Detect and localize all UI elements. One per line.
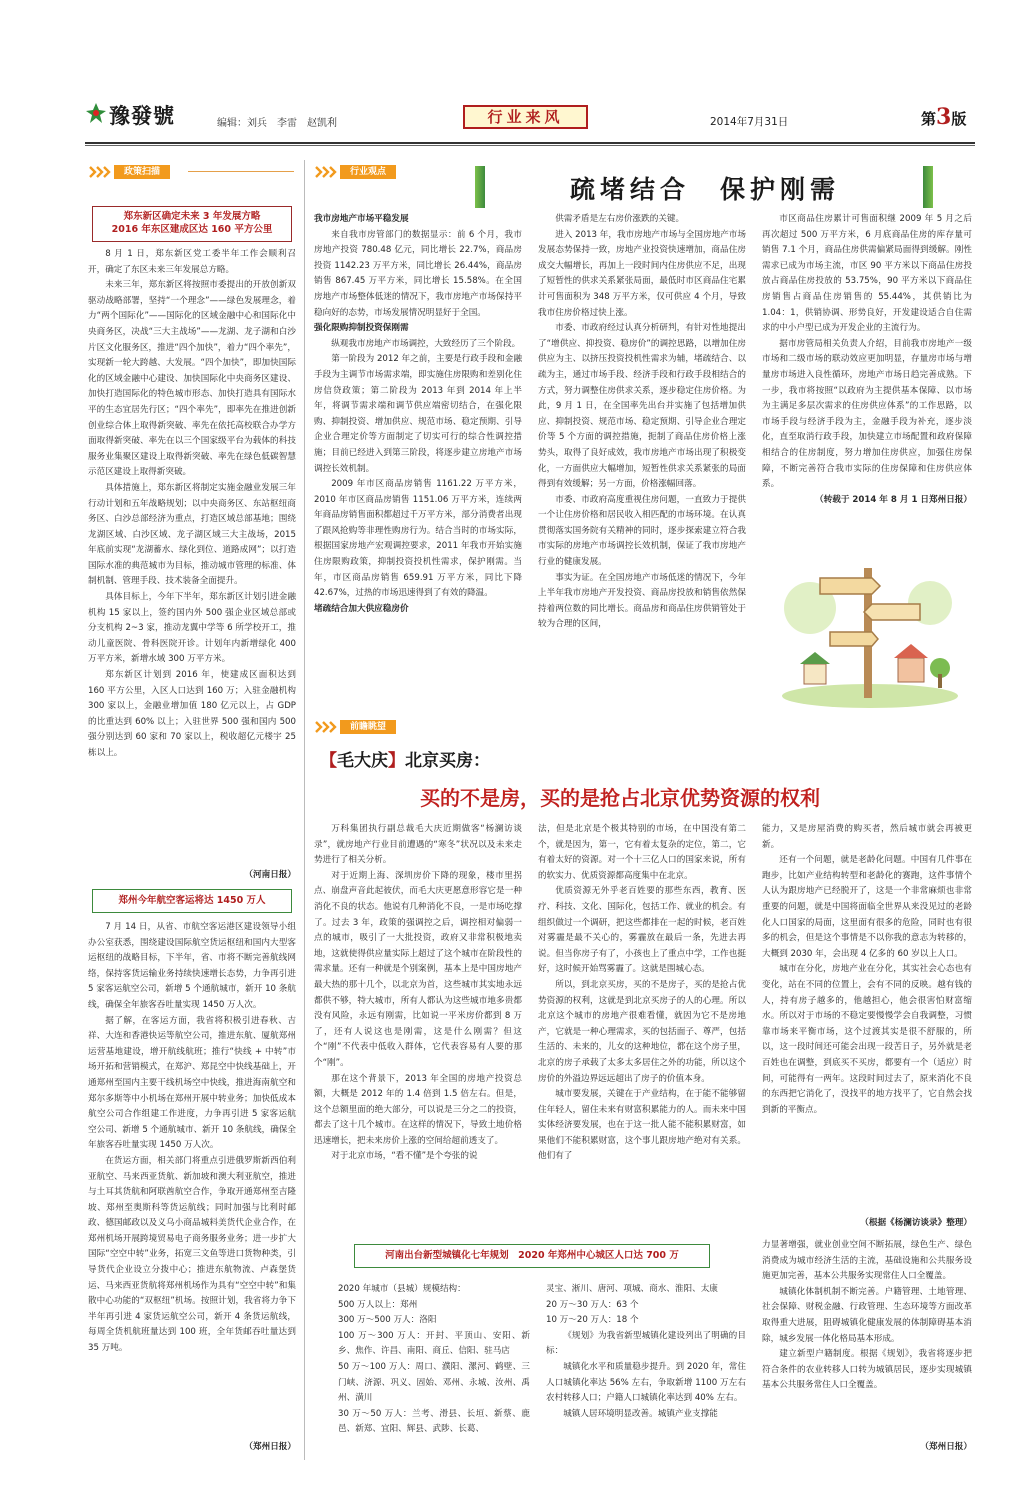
source-text: （河南日报） [244, 870, 296, 880]
paragraph: 30 万～50 万人：兰考、滑县、长垣、新蔡、鹿邑、新郑、宜阳、辉县、武陟、长葛、 [338, 1408, 530, 1435]
paragraph: 城镇化水平和质量稳步提升。到 2020 年，常住人口城镇化率达 56% 左右，争取新增 1100 万左右农村转移人口；户籍人口城镇化率达到 40% 左右。 [546, 1361, 746, 1404]
paragraph: 具体目标上，今年下半年，郑东新区计划引进金融机构 15 家以上，签约国内外 500 强企业区域总部或分支机构 2~3 家，推动龙翼中学等 6 所学校开工，推动儿童医院、骨科医院开诊。计划年内新增绿化 400 万平方米，新增水域 300 万平方米。 [88, 592, 296, 665]
headline-housing: 疏堵结合 保护刚需 [569, 175, 840, 204]
section-label: 政策扫描 [114, 165, 170, 179]
article-housing-col2 [538, 212, 746, 704]
column-divider [304, 160, 305, 1460]
paragraph: 能力，又是房屋消费的购买者，然后城市就会再被更新。 [762, 824, 972, 850]
source-urban [762, 1440, 972, 1456]
bracket-right: 】 [388, 751, 405, 771]
paragraph: 对于北京市场，“看不懂”是个夸张的说 [331, 1151, 478, 1162]
page-number-label [921, 104, 966, 130]
article-urban-col1 [338, 1282, 530, 1452]
paragraph: 2009 年市区商品房销售 1161.22 万平方米，2010 年市区商品房销售 1151.06 万平方米，连续两年商品房销售面积都超过千万平方米，部分消费者出现了跟风抢购等非理性购房行为。结合当时的市场实际，根据国家房地产宏观调控要求，2011 年我市开始实施住房限购政策，抑制投资投机性需求，保护刚需。当年，市区商品房销售 659.91 万平方米，同比下降 42.67%，过热的市场迅速得到了有效的降温。 [314, 479, 522, 599]
paragraph: 对于近期上海、深圳房价下降的现象，楼市里拐点、崩盘声音此起彼伏，而毛大庆更愿意形容它是一种消化不良的状态。他说有几种消化不良，一是市场吃撑了。过去 3 年，政策的强调控之后，调控相对偏弱一点的城市，吸引了一大批投资，政府又非常积极地卖地，这就使得供应量实际上超过了这个城市在阶段性的需求量。还有一种就是个别案例，基本上是中国房地产最大热的那十几个，以北京为首，这些城市其实地永远都供不够，特大城市，所有人都认为这些城市地多贵都没有风险，永远有刚需，比如说一平米房价都到 8 万了，还有人说这也是刚需，这是什么刚需？但这个“刚”不代表中低收入群体，它代表容易有人要的那个“刚”。 [314, 870, 522, 1068]
bracket-left: 【 [320, 751, 337, 771]
paragraph: 法，但是北京是个极其特别的市场，在中国没有第二个，就是因为，第一，它有着太复杂的定位，第二，它有着太好的资源。对一个十三亿人口的国家来说，所有的软实力、优质资源都高度集中在北京。 [538, 824, 746, 881]
article-housing-col1 [314, 212, 522, 704]
headline-airport: 郑州今年航空客运将达 1450 万人 [92, 889, 292, 913]
masthead [85, 100, 975, 140]
headline-mao-line1 [320, 746, 490, 771]
chevron-arrows-icon [88, 165, 112, 179]
headline-mao-line2: 买的不是房，买的是抢占北京优势资源的权利 [420, 786, 820, 810]
column-name-box [463, 105, 588, 129]
paragraph: 那在这个背景下，2013 年全国的房地产投资总额，大概是 2012 年的 1.4 倍到 1.5 倍左右。但是，这个总额里面的绝大部分，可以说是三分之二的投资，都去了这十几个城市。在这样的情况下，导致土地价格迅速增长，把未来房价上涨的空间给超前透支了。 [314, 1073, 522, 1146]
paragraph: 灵宝、淅川、唐河、项城、商水、淮阳、太康 [546, 1284, 718, 1294]
headline-zhengdong [92, 206, 292, 242]
section-tab-industry [314, 165, 464, 179]
headline-line-1: 郑东新区确定未来 3 年发展方略 [123, 211, 261, 222]
paragraph: 城市在分化，房地产业在分化，其实社会心态也有变化，站在不同的位置上，会有不同的反映。越有钱的人，持有房子越多的，他越担心，他会很害怕财富缩水。所以对于市场的不稳定要慢慢学会自我调整，习惯靠市场来平衡市场，这个过渡其实是很不舒服的，所以，这一段时间还可能会出现一段苦日子，另外就是老百姓也在调整，到底买不买房，都要有一个（适应）时间，可能得有一两年。这段时间过去了，原来消化不良的东西把它消化了，没找平的地方找平了，它自然会找到新的平衡点。 [762, 964, 972, 1115]
section-label: 行业观点 [340, 165, 396, 179]
paragraph: 进入 2013 年，我市房地产市场与全国房地产市场发展态势保持一致，房地产业投资快速增加，商品住房成交大幅增长，再加上一段时间内住房供应不足，出现了短暂性的供求关系紧张局面，最低时市区商品住宅累计可售面积为 348 万平方米，仅可供应 4 个月，导致我市住房价格过快上涨。 [538, 229, 746, 318]
article-urban-col3 [762, 1238, 972, 1438]
paragraph: 50 万～100 万人：周口、濮阳、漯河、鹤壁、三门峡、济源、巩义、固始、邓州、永城、汝州、禹州、潢川 [338, 1361, 530, 1404]
paragraph: 第一阶段为 2012 年之前，主要是行政手段和金融手段为主调节市场需求端，即实施住房限购和差别化住房信贷政策；第二阶段为 2013 年到 2014 年上半年，将调节需求端和调节供应端密切结合，在强化限购、抑制投资、增加供应、规范市场、稳定预期、引导企业合理定价等方面制定了切实可行的综合性调控措施；目前已经进入到第三阶段，将逐步建立房地产市场调控长效机制。 [314, 354, 522, 474]
green-bar-left [475, 166, 485, 208]
paragraph: 据了解，在客运方面，我省将积极引进春秋、吉祥、大连和香港快运等航空公司，推进东航、厦航郑州运营基地建设，增开航线航班；推行“快线 + 中转”市场开拓和营销模式，在郑沪、郑昆空中快线基础上，开通郑州至国内主要干线机场空中快线，推进海南航空和郑尔多斯等中小机场在郑州开展中转业务；加快低成本航空公司合作组建工作进度，力争再引进 5 家客运航空公司、新增 5 个通航城市、新开 10 条航线，确保全年旅客吞吐量实现 1450 万人次。 [88, 1015, 296, 1151]
section-label: 前瞻眺望 [340, 720, 396, 734]
section-line [188, 171, 294, 172]
paragraph: 建立新型户籍制度。根据《规划》，我省将逐步把符合条件的农业转移人口转为城镇居民，逐步实现城镇基本公共服务常住人口全覆盖。 [762, 1349, 972, 1391]
column-name: 行业来风 [487, 108, 564, 126]
paragraph: 300 万～500 万人：洛阳 [338, 1315, 437, 1326]
masthead-rule [85, 142, 975, 144]
article-zhengdong-body [88, 247, 296, 871]
article-urban-col2 [546, 1282, 746, 1452]
chevron-arrows-icon [314, 720, 338, 734]
paragraph: 力显著增强，就业创业空间不断拓展，绿色生产、绿色消费成为城市经济生活的主流，基础设施和公共服务设施更加完善，基本公共服务实现常住人口全覆盖。 [762, 1240, 972, 1282]
paragraph: 10 万～20 万人：18 个 [546, 1315, 639, 1326]
article-mao-col1 [314, 822, 522, 1242]
signpost-illustration [780, 548, 960, 708]
source-airport [88, 1440, 296, 1456]
paragraph: 城镇人居环境明显改善。城镇产业支撑能 [563, 1408, 718, 1419]
subheading: 强化限购抑制投资保刚需 [314, 323, 409, 334]
paragraph: 纵观我市房地产市场调控，大致经历了三个阶段。 [331, 338, 521, 349]
article-housing-col3 [762, 212, 972, 532]
source-zhengdong [88, 868, 296, 884]
paragraph: 未来三年，郑东新区将按照市委提出的开放创新双驱动战略部署，坚持“一个理念”——绿色发展理念，着力“两个国际化”——国际化的区域金融中心和国际化中央商务区，决战“三大主战场”——龙湖、龙子湖和白沙片区文化服务区，推进“四个加快”，着力“四个率先”，实现新一轮大跨越、大发展。“四个加快”，即加快国际化的区域金融中心建设、加快国际化中央商务区建设、加快打造国际化的特色城市形态、加快打造具有国际水平的生态宜居先行区；“四个率先”，即率先在推进创新创业综合体上取得新突破、率先在依托高校联合办学方面取得新突破、率先在以三个国家级平台为载体的科技服务业集聚区建设上取得新突破、率先在绿色低碳智慧示范区建设上取得新突破。 [88, 280, 296, 478]
section-tab-policy [88, 165, 294, 179]
paragraph: 8 月 1 日，郑东新区党工委半年工作会顺利召开，确定了东区未来三年发展总方略。 [88, 249, 296, 275]
paragraph: 2020 年城市（县城）规模结构： [338, 1284, 466, 1294]
headline-title-a: 北京买房： [405, 751, 490, 771]
paragraph: 万科集团执行副总裁毛大庆近期做客“杨澜访谈录”，就房地产行业目前遭遇的“寒冬”状况以及未来走势进行了相关分析。 [314, 824, 522, 866]
masthead-rule-thin [85, 145, 975, 146]
chevron-arrows-icon [314, 165, 338, 179]
page-prefix: 第 [921, 110, 937, 128]
green-bar-right [923, 166, 933, 208]
paragraph: 在货运方面，相关部门将重点引进俄罗斯新西伯利亚航空、马来西亚货航、新加坡和澳大利亚航空，推进与土耳其货航和阿联酋航空合作，争取开通郑州至吉隆坡、郑州至奥斯科等货运航线；同时加强与比利时邮政、德国邮政以及义乌小商品城料美货代企业合作，在郑州机场开展跨境贸易电子商务服务业务；进一步扩大国际“空空中转”业务，拓宽三文鱼等进口货物种类，引导货代企业设立分拨中心；推进东航物流、卢森堡货运、马来西亚货航将郑州机场作为具有“空空中转”和集散中心功能的“双枢纽”机场。按照计划，我省将力争下半年再引进 4 家货运航空公司，新开 4 条货运航线，每周全货机航班量达到 100 班，全年货邮吞吐量达到 35 万吨。 [88, 1155, 296, 1354]
paragraph: 100 万～300 万人：开封、平顶山、安阳、新乡、焦作、许昌、南阳、商丘、信阳、驻马店 [338, 1330, 530, 1357]
paragraph: 500 万人以上：郑州 [338, 1299, 418, 1310]
source-text: （转载于 2014 年 8 月 1 日郑州日报） [815, 494, 972, 505]
paragraph: 7 月 14 日，从省、市航空客运港区建设领导小组办公室获悉，围绕建设国际航空货运枢纽和国内大型客运枢纽的战略目标，下半年，省、市将不断完善航线网络，保持客货运输业务持续快速增长态势，力争再引进 5 家客运航空公司，新增 5 个通航城市，新开 10 条航线，确保全年旅客吞吐量实现 1450 万人次。 [88, 922, 296, 1010]
paragraph: 据市房管局相关负责人介绍，目前我市房地产一级市场和二级市场的联动效应更加明显，存量房市场与增量房市场进入良性循环，房地产市场日趋完善成熟。下一步，我市将按照“以政府为主提供基本保障、以市场为主满足多层次需求的住房供应体系”的工作思路，以市场手段与经济手段为主，金融手段为补充，逐步淡化，直至取消行政手段，加快建立市场配置和政府保障相结合的住房制度，努力增加住房供应，加强住房保障，不断完善符合我市实际的住房保障和住房供应体系。 [762, 338, 972, 490]
paragraph: 20 万～30 万人：63 个 [546, 1299, 639, 1310]
page-suffix: 版 [951, 110, 967, 128]
source-text: （郑州日报） [244, 1442, 296, 1452]
headline-urban: 河南出台新型城镇化七年规划 2020 年郑州中心城区人口达 700 万 [354, 1244, 710, 1268]
article-airport-body [88, 920, 296, 1442]
speaker-name: 毛大庆 [337, 751, 388, 771]
paragraph: 城镇化体制机制不断完善。户籍管理、土地管理、社会保障、财税金融、行政管理、生态环境等方面改革取得重大进展，阻碍城镇化健康发展的体制障碍基本消除，城乡发展一体化格局基本形成。 [762, 1286, 972, 1344]
paragraph: 所以，到北京买房，买的不是房子，买的是抢占优势资源的权利，这就是到北京买房子的人的心理。所以北京这个城市的房地产很难看懂，就因为它不是房地产，它就是一种心理需求，买的包括面子、尊严，包括生活的、未来的，儿女的这种地位，都在这个房子里，北京的房子承载了太多太多居住之外的功能，所以这个房价的外溢边界远远超出了房子的价值本身。 [538, 979, 746, 1084]
paragraph: 《规划》为我省新型城镇化建设列出了明确的目标： [546, 1330, 746, 1357]
source-mao [762, 1216, 972, 1232]
issue-date: 2014年7月31日 [710, 116, 789, 128]
subheading: 堵疏结合加大供应稳房价 [314, 603, 409, 614]
paragraph: 来自我市房管部门的数据显示：前 6 个月，我市房地产投资 780.48 亿元，同比增长 22.7%，商品房投资 1142.23 万平方米，同比增长 26.44%，商品房销售 867.45 万平方米，同比增长 15.58%。在全国房地产市场整体低迷的情况下，我市房地产市场保持平稳向好的态势，市场发展情况明显好于全国。 [314, 229, 522, 318]
article-mao-col3 [762, 822, 972, 1212]
source-text: （根据《杨澜访谈录》整理） [860, 1218, 972, 1228]
subheading: 我市房地产市场平稳发展 [314, 214, 409, 224]
section-tab-outlook [314, 720, 464, 734]
masthead-logo: 豫發號 [109, 103, 175, 128]
paragraph: 市区商品住房累计可售面积继 2009 年 5 月之后再次超过 500 万平方米，6 月底商品住房的库存量可销售 7.1 个月，商品住房供需偏紧局面得到缓解。刚性需求已成为市场主流，市区 90 平方米以下商品住房投放占商品住房投放的 53.75%，90 平方米以下商品住房销售占商品住房销售的 55.44%，其供销比为 1.04：1，供销协调、形势良好，开发建设适合自住需求的中小户型已成为开发企业的主流行为。 [762, 214, 972, 334]
paragraph: 市委、市政府经过认真分析研判，有针对性地提出了“增供应、抑投资、稳房价”的调控思路，以增加住房供应为主、以挤压投资投机性需求为辅，堵疏结合、以疏为主，通过市场手段、经济手段和行政手段相结合的方式，努力调整住房供求关系，逐步稳定住房价格。为此，9 月 1 日，在全国率先出台并实施了包括增加供应、抑制投资、规范市场、稳定预期、引导企业合理定价等 5 个方面的调控措施，扼制了商品住房价格上涨势头，取得了良好成效，我市房地产市场出现了积极变化，一方面供应大幅增加，短暂性供求关系紧张的局面得到有效缓解；另一方面，价格涨幅回落。 [538, 323, 746, 490]
paragraph: 市委、市政府高度重视住房问题，一直致力于提供一个让住房价格和居民收入相匹配的市场环境。在认真贯彻落实国务院有关精神的同时，逐步探索建立符合我市实际的房地产市场调控长效机制，保证了我市房地产行业的健康发展。 [538, 494, 746, 568]
paragraph: 还有一个问题，就是老龄化问题。中国有几件事在跑步，比如产业结构转型和老龄化的赛跑，这件事情个人认为跟房地产已经脱开了，这是一个非常麻烦也非常重要的问题，就是中国将面临全世界从来没见过的老龄化人口国家的局面，这里面有很多的危险，同时也有很多的机会，但是这个事情是不以你我的意志为转移的，大概到 2030 年，会出现 4 亿多的 60 岁以上人口。 [762, 855, 972, 959]
paragraph: 城市要发展，关键在于产业结构，在于能不能够留住年轻人，留住未来有财富积累能力的人。而未来中国实体经济要发展，也在于这一批人能不能积累财富，如果他们不能积累财富，这个事儿跟房地产绝对有关系。他们有了 [538, 1089, 746, 1162]
page-number: 3 [936, 104, 952, 130]
logo-mark-icon [85, 102, 107, 124]
masthead-editors: 编辑：刘兵 李雷 赵凯利 [217, 118, 337, 129]
article-mao-col2 [538, 822, 746, 1242]
paragraph: 事实为证。在全国房地产市场低迷的情况下，今年上半年我市房地产开发投资、商品房投放和销售依然保持着两位数的同比增长。商品房和商品住房供销管处于较为合理的区间， [538, 572, 746, 630]
headline-line-2: 2016 年东区建成区达 160 平方公里 [111, 224, 273, 235]
source-text: （郑州日报） [920, 1442, 972, 1452]
paragraph: 供需矛盾是左右房价涨跌的关键。 [555, 214, 685, 224]
paragraph: 优质资源无外乎老百姓要的那些东西，教育、医疗、科技、文化、国际化，包括工作、就业的机会。有组织做过一个调研，把这些都排在一起的时候，老百姓对雾霾是最不关心的，雾霾放在最后一条，先进去再说。但当你房子有了，小孩也上了重点中学，工作也挺好，这时候开始骂雾霾了。这就是围城心态。 [538, 886, 746, 975]
paragraph: 具体措施上，郑东新区将制定实施金融业发展三年行动计划和五年战略规划；以中央商务区、东站枢纽商务区、白沙总部经济为重点，打造区域总部基地；围绕龙湖区域、白沙区域、龙子湖区域三大主战场，2015 年底前实现“龙湖蓄水、绿化到位、道路成网”；以打造国际水准的典范城市为目标，推动城市管理的标准、体制机制、管理手段、技术装备全面提升。 [88, 482, 296, 587]
paragraph: 郑东新区计划到 2016 年，使建成区面积达到 160 平方公里，入区人口达到 160 万；入驻金融机构 300 家以上，金融业增加值 180 亿元以上，占 GDP 的比重达到 60% 以上；入驻世界 500 强和国内 500 强分别达到 60 家和 70 家以上，税收超亿元楼宇 25 栋以上。 [88, 670, 296, 758]
